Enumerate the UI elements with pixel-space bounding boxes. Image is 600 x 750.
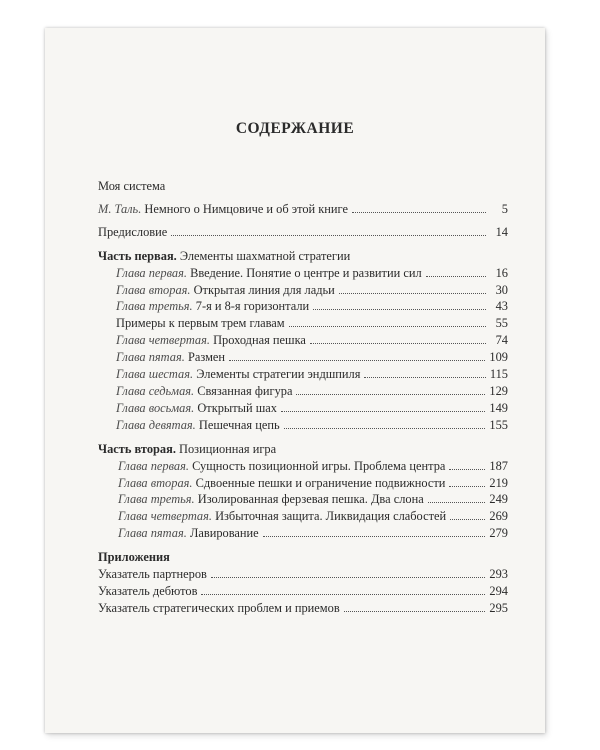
entry-title	[118, 525, 259, 542]
entry-title	[116, 332, 306, 349]
toc-entry	[98, 458, 508, 475]
dot-leader	[229, 360, 485, 361]
entry-title	[98, 583, 197, 600]
book-page	[45, 28, 545, 733]
toc-entry	[98, 315, 508, 332]
entry-title	[118, 508, 446, 525]
entry-title: Предисловие	[98, 224, 168, 239]
page-number: 293	[489, 567, 508, 582]
chapter-title: Пешечная цепь	[198, 417, 280, 432]
toc-entry	[98, 366, 508, 383]
chapter-title: Размен	[187, 350, 226, 365]
contents-title: СОДЕРЖАНИЕ	[235, 120, 355, 137]
chapter-title: Изолированная ферзевая пешка. Два слона	[197, 492, 424, 507]
chapter-title: Связанная фигура	[197, 383, 293, 398]
chapter-title: Сдвоенные пешки и ограничение подвижности	[195, 475, 446, 490]
entry-title: М. Таль. Немного о Нимцовиче и об этой книге	[98, 201, 348, 216]
page-number: 294	[489, 583, 508, 598]
page-number: 109	[489, 350, 508, 365]
toc-entry	[98, 525, 508, 542]
dot-leader	[310, 343, 486, 344]
entry-title	[116, 315, 285, 332]
chapter-label: Глава вторая.	[118, 475, 193, 490]
entry-title	[116, 383, 292, 400]
toc-entry	[98, 400, 508, 417]
dot-leader	[339, 293, 486, 294]
dot-leader	[201, 594, 485, 595]
part2-chapter-list	[98, 458, 508, 543]
chapter-label: Глава четвертая.	[118, 509, 212, 524]
entry-title	[116, 400, 277, 417]
chapter-label: Глава первая.	[116, 265, 187, 280]
dot-leader	[289, 326, 486, 327]
chapter-title: Открытая линия для ладьи	[193, 282, 335, 297]
entry-title	[116, 366, 360, 383]
chapter-label: Глава вторая.	[116, 282, 191, 297]
appendix-heading: Приложения	[98, 550, 170, 565]
page-number: 295	[489, 600, 508, 615]
toc-entry	[98, 265, 508, 282]
toc-entry	[98, 583, 508, 600]
chapter-title: Указатель дебютов	[98, 583, 198, 598]
page-number: 149	[489, 400, 508, 415]
page-number: 279	[489, 526, 508, 541]
page-number: 74	[495, 333, 508, 348]
page-number: 155	[489, 417, 508, 432]
dot-leader	[344, 611, 486, 612]
dot-leader	[263, 536, 486, 537]
dot-leader	[428, 502, 486, 503]
page-number: 16	[495, 265, 508, 280]
part-label: Часть вторая.	[98, 441, 176, 456]
page-number: 43	[495, 299, 508, 314]
page-number: 219	[489, 475, 508, 490]
page-number: 30	[495, 282, 508, 297]
chapter-title: Введение. Понятие о центре и развитии сил	[190, 265, 422, 280]
toc-entry	[98, 475, 508, 492]
chapter-label: Глава третья.	[118, 492, 195, 507]
entry-title	[116, 265, 422, 282]
entry-title	[118, 475, 445, 492]
entry-title	[118, 491, 424, 508]
dot-leader	[364, 377, 485, 378]
page-number: 269	[489, 509, 508, 524]
entry-author: М. Таль.	[98, 201, 142, 216]
chapter-label: Глава пятая.	[118, 526, 187, 541]
appendix-list	[98, 566, 508, 617]
entry-title: Моя система	[98, 179, 166, 193]
chapter-title: Примеры к первым трем главам	[116, 316, 285, 331]
chapter-label: Глава шестая.	[116, 367, 194, 382]
table-of-contents	[98, 178, 508, 617]
toc-entry	[98, 282, 508, 299]
chapter-label: Глава четвертая.	[116, 333, 210, 348]
chapter-label: Глава девятая.	[116, 417, 196, 432]
part-title: Позиционная игра	[179, 441, 277, 456]
page-number: 115	[489, 367, 508, 382]
chapter-label: Глава восьмая.	[116, 400, 195, 415]
dot-leader	[450, 519, 485, 520]
chapter-title: Проходная пешка	[213, 333, 306, 348]
chapter-label: Глава первая.	[118, 458, 189, 473]
dot-leader	[313, 309, 486, 310]
chapter-title: 7-я и 8-я горизонтали	[195, 299, 310, 314]
toc-entry	[98, 383, 508, 400]
toc-entry	[98, 566, 508, 583]
toc-entry	[98, 349, 508, 366]
part-heading-1	[98, 248, 508, 265]
page-number: 5	[501, 201, 508, 216]
entry-title	[116, 417, 280, 434]
part-label: Часть первая.	[98, 248, 177, 263]
toc-entry	[98, 491, 508, 508]
entry-title	[118, 458, 445, 475]
page-number: 129	[489, 383, 508, 398]
page-number: 55	[495, 316, 508, 331]
toc-entry-tal-foreword	[98, 201, 508, 218]
chapter-label: Глава третья.	[116, 299, 193, 314]
entry-title	[98, 566, 207, 583]
toc-entry	[98, 298, 508, 315]
dot-leader	[296, 394, 485, 395]
chapter-title: Лавирование	[189, 526, 259, 541]
dot-leader	[211, 577, 486, 578]
toc-entry	[98, 417, 508, 434]
dot-leader	[449, 486, 485, 487]
chapter-title: Избыточная защита. Ликвидация слабостей	[215, 509, 447, 524]
dot-leader	[426, 276, 486, 277]
entry-title	[116, 298, 309, 315]
part-heading-2	[98, 441, 508, 458]
chapter-title: Указатель стратегических проблем и приемов	[98, 600, 340, 615]
dot-leader	[449, 469, 485, 470]
dot-leader	[352, 212, 486, 213]
chapter-label: Глава седьмая.	[116, 383, 195, 398]
toc-entry	[98, 508, 508, 525]
part-title: Элементы шахматной стратегии	[179, 248, 351, 263]
toc-entry	[98, 600, 508, 617]
entry-title	[98, 600, 340, 617]
chapter-label: Глава пятая.	[116, 350, 185, 365]
entry-title	[116, 349, 225, 366]
toc-entry-preface	[98, 224, 508, 241]
page-number: 14	[495, 224, 508, 239]
chapter-title: Открытый шах	[197, 400, 277, 415]
chapter-title: Элементы стратегии эндшпиля	[196, 367, 361, 382]
page-number: 187	[489, 458, 508, 473]
dot-leader	[284, 428, 486, 429]
dot-leader	[171, 235, 486, 236]
entry-title	[116, 282, 335, 299]
chapter-title: Указатель партнеров	[98, 567, 207, 582]
chapter-title: Сущность позиционной игры. Проблема центра	[192, 458, 446, 473]
page-number: 249	[489, 492, 508, 507]
toc-entry	[98, 332, 508, 349]
dot-leader	[281, 411, 485, 412]
part1-chapter-list	[98, 265, 508, 434]
toc-entry-my-system	[98, 178, 508, 195]
